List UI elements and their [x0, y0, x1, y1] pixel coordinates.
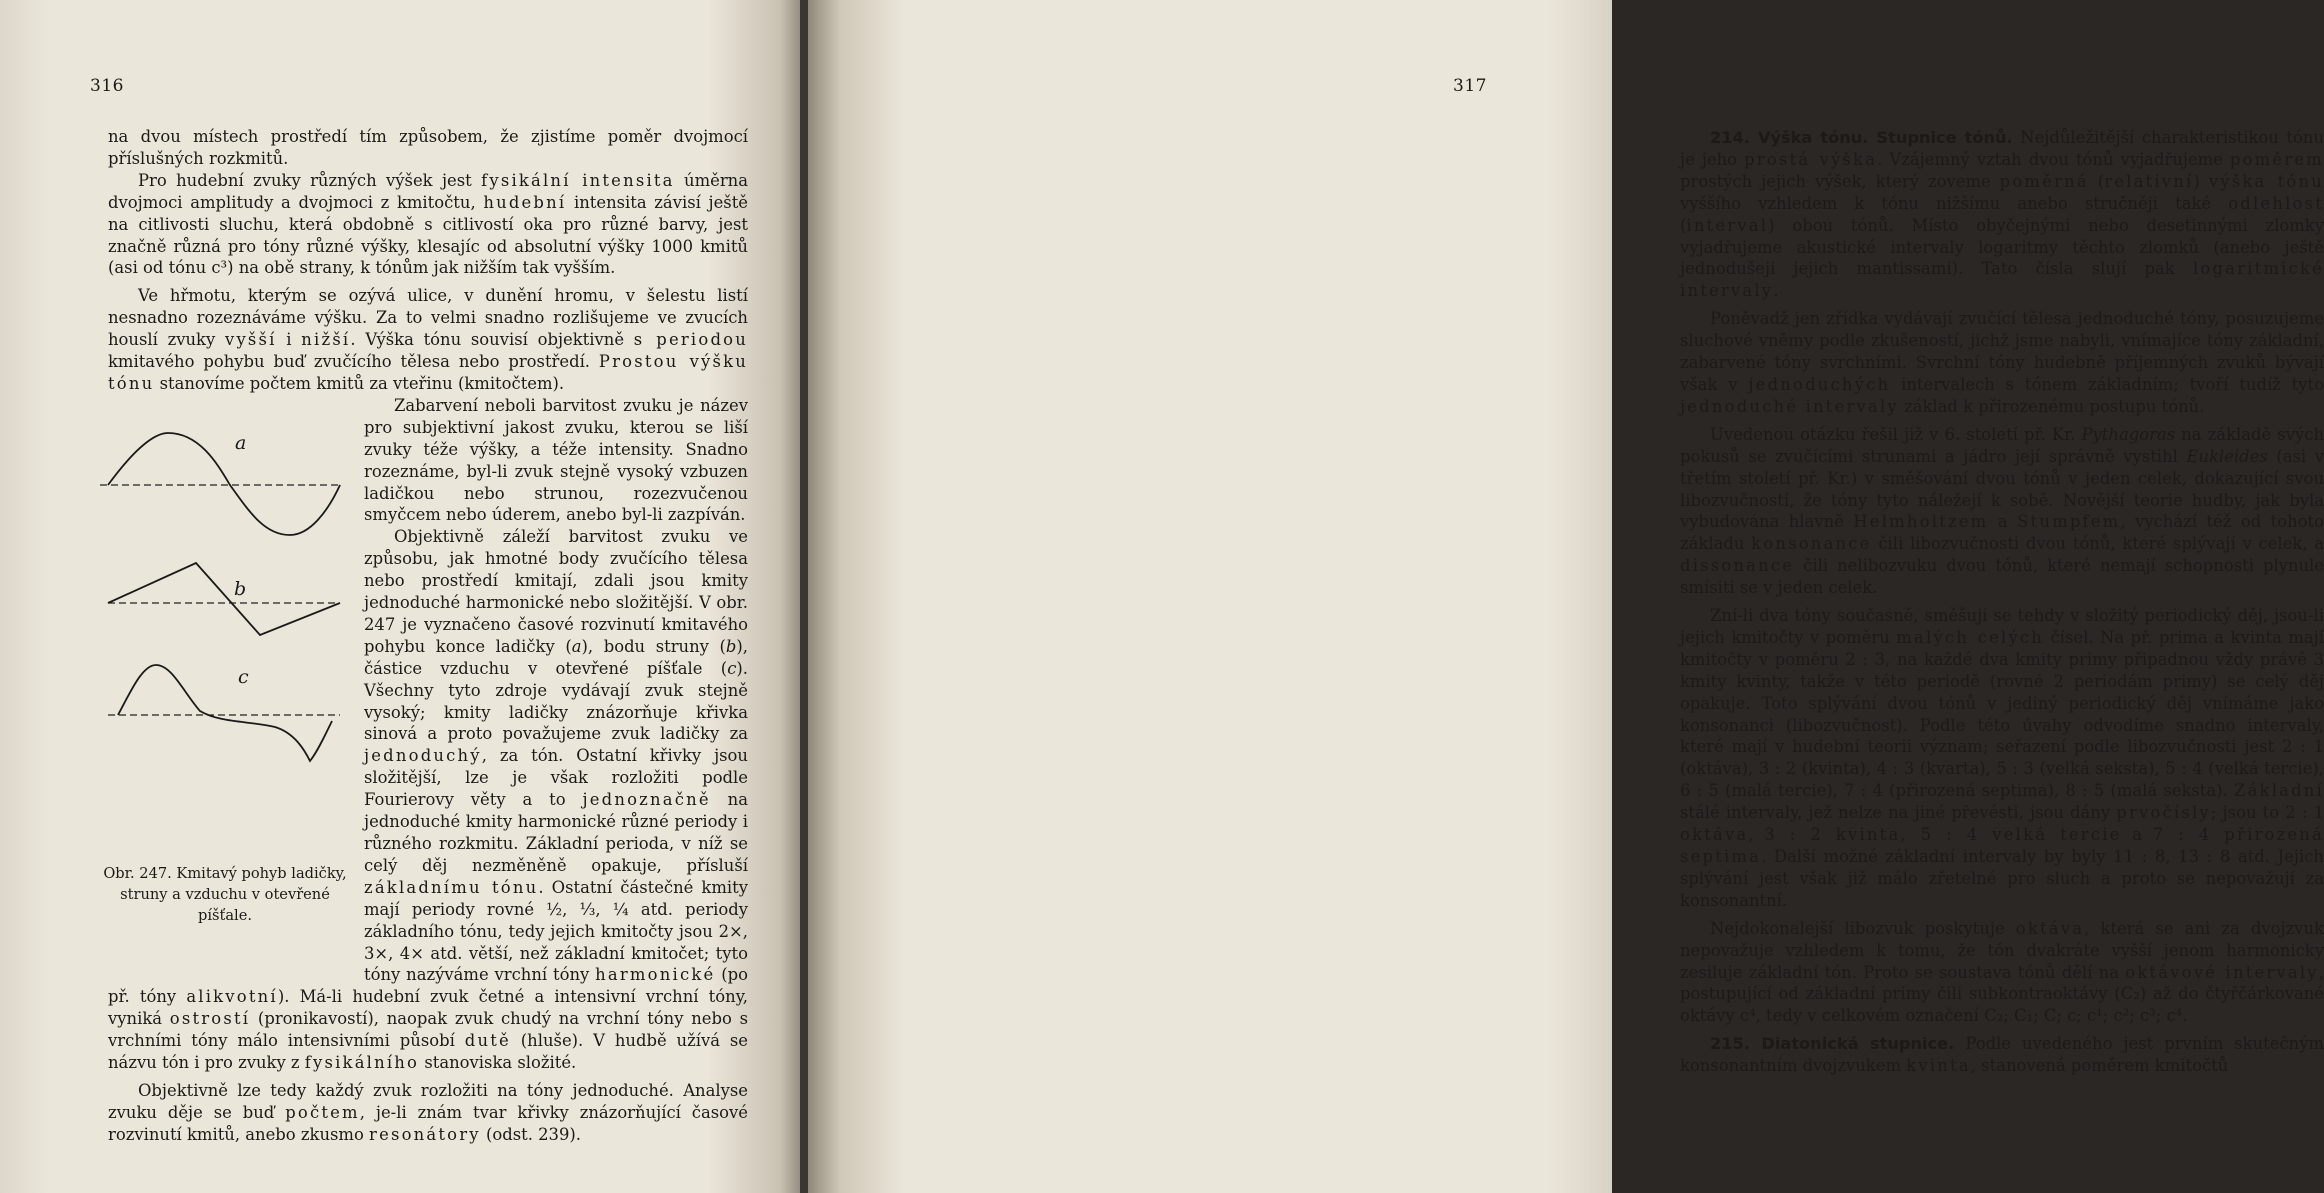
spaced-emphasis: kvinta — [1906, 1056, 1971, 1076]
spaced-emphasis: Helmholtzem — [1853, 512, 1989, 532]
text-run: Poněvadž jen zřídka vydávají zvučící tělesa jednoduché tóny, posuzujeme sluchové vněmy podle zkušeností, jichž jsme nabyli, vnímajíce tóny základní, zabarvené tóny svrchními. Svrchní tóny hudebně příjemných zvuků bývají však v — [1680, 309, 2324, 394]
left-paragraph-2 — [108, 170, 748, 280]
text-run: Uvedenou otázku řešil již v 6. století př. Kr. — [1710, 424, 2082, 444]
right-paragraph-2 — [1680, 308, 2324, 418]
figure-caption: Obr. 247. Kmitavý pohyb ladičky, struny a vzduchu v otevřené píšťale. — [103, 864, 347, 924]
spaced-emphasis: nižší — [301, 330, 351, 350]
right-paragraph-1 — [1680, 127, 2324, 302]
text-run: stálé intervaly, jež nelze na jiné převésti, jsou dány — [1680, 803, 2117, 823]
spaced-emphasis: poměrná — [1999, 171, 2089, 191]
spaced-emphasis: prvočísly — [2116, 803, 2211, 823]
spaced-emphasis: 7 : 4 přirozená septima — [1680, 825, 2324, 866]
text-run: čísel. Na př. prima a kvinta mají kmitočty v poměru 2 : 3, na každé dva kmity primy připadnou vždy právě 3 kmity kvinty, takže v této periodě (rovné 2 periodám primy) se celý děj opakuje. Toto splývání dvou tónů v jediný periodický děj vnímáme jako konsonanci (libozvučnost). Podle této úvahy odvodíme snadno intervaly, které mají v hudební teorii význam; seřazení podle libozvučnosti jest 2 : 1 (oktáva), 3 : 2 (kvinta), 4 : 3 (kvarta), 5 : 3 (velká seksta), 5 : 4 (velká tercie), 6 : 5 (malá tercie), 7 : 4 (přirozená septima), 8 : 5 (malá seksta). — [1680, 627, 2324, 801]
spaced-emphasis: jednoduchých — [1748, 374, 1891, 394]
text-run: úměrna dvojmoci amplitudy a dvojmoci z kmitočtu, — [108, 170, 748, 212]
right-page-text — [1680, 127, 2324, 1077]
left-paragraph-3 — [108, 285, 748, 395]
text-run: vyššího vzhledem k tónu nižšímu anebo stručněji také — [1680, 193, 2229, 213]
text-run: . Výška tónu souvisí objektivně — [350, 330, 634, 350]
section-heading: 214. Výška tónu. Stupnice tónů. — [1710, 128, 2013, 147]
spaced-emphasis: prostá výška — [1744, 149, 1878, 169]
spaced-emphasis: výška tónu — [2208, 171, 2324, 191]
italic-text: Pythagoras — [2081, 424, 2176, 444]
spaced-emphasis: fysikální intensita — [481, 170, 675, 190]
text-run: Objektivně lze tedy každý zvuk rozložiti na tóny jednoduché. Analyse zvuku děje se buď — [108, 1080, 748, 1122]
text-run: . Ostatní částečné kmity mají periody rovné ½, ⅓, ¼ atd. periody základního tónu, tedy jejich kmitočty jsou 2×, 3×, 4× atd. větší, než základní kmitočet; tyto tóny nazýváme vrchní tóny — [364, 877, 748, 985]
text-run: na jednoduché kmity harmonické různé periody i různého rozkmitu. Základní perioda, v níž se celý děj nezměněně opakuje, přísluší — [364, 790, 748, 875]
text-run: základ k přirozenému postupu tónů. — [1898, 396, 2205, 416]
text-run: Zní-li dva tóny současně, směšují se tehdy v složitý periodický děj, jsou-li jejich kmitočty v poměru — [1680, 606, 2324, 647]
text-run: Zabarvení neboli barvitost zvuku je název pro subjektivní jakost zvuku, kterou se liší zvuky téže výšky, a téže intensity. Snadno rozeznáme, byl-li zvuk stejně vysoký vzbuzen ladičkou nebo strunou, rozezvučenou smyčcem nebo úderem, anebo byl-li zazpíván. — [364, 395, 748, 525]
curve-a-sine — [108, 433, 340, 535]
spaced-emphasis: jednoznačně — [582, 790, 711, 810]
text-run: i — [276, 330, 302, 350]
spaced-emphasis: Prostou výšku tónu — [108, 352, 748, 393]
text-run: , je-li znám tvar křivky znázorňující časové rozvinutí kmitů, anebo zkusmo — [108, 1102, 748, 1144]
italic-text: a — [571, 636, 582, 656]
left-paragraph-1 — [108, 126, 748, 170]
spaced-emphasis: Stumpfem — [2017, 512, 2121, 532]
right-paragraph-6 — [1680, 1033, 2324, 1077]
label-a: a — [235, 431, 247, 454]
spaced-emphasis: interval — [1686, 215, 1769, 235]
spaced-emphasis: dissonance — [1680, 556, 1795, 576]
text-run: čili nelibozvuku dvou tónů, které nemají schopnosti plynule smísiti se v jeden celek. — [1680, 556, 2324, 598]
label-b: b — [234, 577, 247, 600]
text-run: stanoviska složité. — [419, 1053, 577, 1073]
text-run: , postupující od základní primy čili subkontraoktávy (C₂) až do čtyřčárkované oktávy c⁴, tedy v celkovém označení C₂; C₁; C; c; c¹; c²; c³; c⁴. — [1680, 962, 2324, 1026]
spaced-emphasis: základnímu tónu — [364, 877, 539, 897]
text-run: stanovíme počtem kmitů za vteřinu (kmitočtem). — [154, 373, 565, 393]
waveform-diagram — [100, 403, 350, 863]
text-run: ) obou tónů. Místo obyčejnými nebo desetinnými zlomky vyjadřujeme akustické intervaly logaritmy těchto zlomků (anebo ještě jednodušeji jejich mantissami). Tato čísla slují pak — [1680, 215, 2324, 279]
text-run: ). Všechny tyto zdroje vydávají zvuk stejně vysoký; kmity ladičky znázorňuje křivka sinová a proto považujeme zvuk ladičky za — [364, 658, 748, 744]
text-run: , za tón. Ostatní křivky jsou složitější, lze je však rozložiti podle Fourierovy věty a to — [364, 746, 748, 810]
text-run: ( — [2088, 171, 2105, 191]
text-run: intervalech s tónem základním; tvoří tudíž tyto — [1890, 374, 2324, 394]
spaced-emphasis: ostrostí — [169, 1009, 251, 1029]
spaced-emphasis: harmonické — [595, 965, 716, 985]
text-run: , stanovená poměrem kmitočtů — [1970, 1056, 2229, 1076]
page-number-left: 316 — [90, 76, 124, 96]
spaced-emphasis: poměrem — [2229, 149, 2324, 169]
italic-text: b — [725, 636, 737, 656]
left-page-text — [103, 126, 749, 1146]
text-run: (pronikavostí), naopak zvuk chudý na vrchní tóny nebo s vrchními tóny málo intensivními působí — [108, 1009, 748, 1051]
text-run: prostých jejich výšek, který zoveme — [1680, 171, 2000, 191]
spaced-emphasis: Základní — [2234, 781, 2324, 801]
left-page — [0, 0, 804, 1193]
text-run: ; jsou to 2 : 1 — [2210, 803, 2324, 823]
text-run: a — [1988, 512, 2018, 532]
text-run: a — [2121, 825, 2153, 845]
right-paragraph-5 — [1680, 918, 2324, 1028]
text-run: , vychází též od tohoto základu — [1680, 512, 2324, 554]
text-run: (odst. 239). — [480, 1124, 582, 1144]
spaced-emphasis: počtem — [285, 1102, 360, 1122]
text-run: Podle uvedeného jest prvním skutečným konsonantním dvojzvukem — [1680, 1034, 2324, 1076]
text-run: (asi v třetím století př. Kr.) v směšování dvou tónů v jeden celek, dokazující svou libozvučností, že tóny tyto náležejí k sobě. Novější teorie hudby, jak byla vybudována hlavně — [1680, 446, 2324, 532]
text-run: čili libozvučnosti dvou tónů, které splývají v celek, a — [1871, 534, 2324, 554]
text-run: ). Má-li hudební zvuk četné a intensivní vrchní tóny, vyniká — [108, 987, 748, 1029]
text-run: . — [1773, 281, 1779, 301]
curve-c-pipe — [118, 665, 332, 761]
text-run: ), částice vzduchu v otevřené píšťale ( — [364, 636, 748, 678]
spaced-emphasis: logaritmické intervaly — [1680, 259, 2324, 301]
spaced-emphasis: relativní — [2104, 171, 2194, 191]
text-run: Ve hřmotu, kterým se ozývá ulice, v dunění hromu, v šelestu listí nesnadno rozeznáváme výšku. Za to velmi snadno rozlišujeme ve zvucích houslí zvuky — [108, 286, 748, 350]
text-run: Nejdůležitější charakteristikou tónu je jeho — [1680, 128, 2324, 169]
right-paragraph-3 — [1680, 424, 2324, 599]
right-page — [808, 0, 2324, 1193]
spaced-emphasis: oktáva — [1680, 825, 1749, 845]
spaced-emphasis: vyšší — [224, 330, 277, 350]
text-run: . Další možné základní intervaly by byly 11 : 8, 13 : 8 atd. Jejich splývání jest však již málo zřetelné pro sluch a proto se nepovažují za konsonantní. — [1680, 847, 2324, 910]
spaced-emphasis: fysikálního — [304, 1053, 420, 1073]
text-run: ) — [2193, 171, 2209, 191]
text-run: (po př. tóny — [108, 965, 748, 1007]
spaced-emphasis: s periodou — [633, 330, 748, 350]
figure-247 — [100, 403, 350, 965]
spaced-emphasis: odlehlost — [2228, 193, 2324, 213]
italic-text: Eukleides — [2186, 446, 2268, 466]
text-run: ), bodu struny ( — [581, 636, 726, 656]
text-run: kmitavého pohybu buď zvučícího tělesa nebo prostředí. — [108, 352, 599, 372]
text-run: na základě svých pokusů se zvučícími strunami a jádro její správně vystihl — [1680, 424, 2324, 466]
spaced-emphasis: jednoduché intervaly — [1680, 396, 1899, 416]
text-run: . Vzájemný vztah dvou tónů vyjadřujeme — [1877, 149, 2230, 169]
spaced-emphasis: resonátory — [369, 1124, 481, 1144]
spaced-emphasis: alikvotní — [186, 987, 278, 1007]
right-paragraph-4 — [1680, 605, 2324, 912]
spaced-emphasis: oktáva — [2015, 918, 2085, 938]
left-paragraph-6 — [108, 1080, 748, 1146]
text-run: Nejdokonalejší libozvuk poskytuje — [1710, 918, 2016, 938]
spaced-emphasis: hudební — [483, 192, 567, 212]
section-heading: 215. Diatonická stupnice. — [1710, 1034, 1955, 1054]
italic-text: c — [727, 658, 737, 678]
text-run: ( — [1680, 215, 1687, 235]
page-number-right: 317 — [1453, 76, 1487, 96]
spaced-emphasis: malých celých — [1896, 627, 2045, 647]
text-run: na dvou místech prostředí tím způsobem, že zjistíme poměr dvojmocí příslušných rozkmitů. — [108, 127, 748, 168]
spaced-emphasis: konsonance — [1751, 534, 1872, 554]
text-run: intensita závisí ještě na citlivosti sluchu, která obdobně s citlivostí oka pro různé barvy, jest značně různá pro tóny různé výšky, klesajíc od absolutní výšky 1000 kmitů (asi od tónu c³) na obě strany, k tónům jak nižším tak vyšším. — [108, 192, 748, 278]
text-run: Pro hudební zvuky různých výšek jest — [138, 170, 482, 190]
text-run: (hluše). V hudbě užívá se názvu tón i pro zvuky z — [108, 1031, 749, 1073]
spaced-emphasis: 3 : 2 kvinta, 5 : 4 velká tercie — [1764, 825, 2122, 845]
spaced-emphasis: dutě — [464, 1031, 511, 1051]
spaced-emphasis: oktávové intervaly — [2125, 962, 2319, 982]
curve-b-string — [108, 563, 340, 635]
text-run: , která se ani za dvojzvuk nepovažuje vzhledem k tomu, že tón dvakráte vyšší jenom harmonicky zesiluje základní tón. Proto se soustava tónů dělí na — [1680, 918, 2324, 982]
spaced-emphasis: jednoduchý — [364, 746, 482, 766]
text-run: Objektivně záleží barvitost zvuku ve způsobu, jak hmotné body zvučícího tělesa nebo prostředí kmitají, zdali jsou kmity jednoduché harmonické nebo složitější. V obr. 247 je vyznačeno časové rozvinutí kmitavého pohybu konce ladičky ( — [364, 527, 748, 656]
label-c: c — [238, 665, 249, 688]
text-run: , — [1748, 825, 1765, 845]
